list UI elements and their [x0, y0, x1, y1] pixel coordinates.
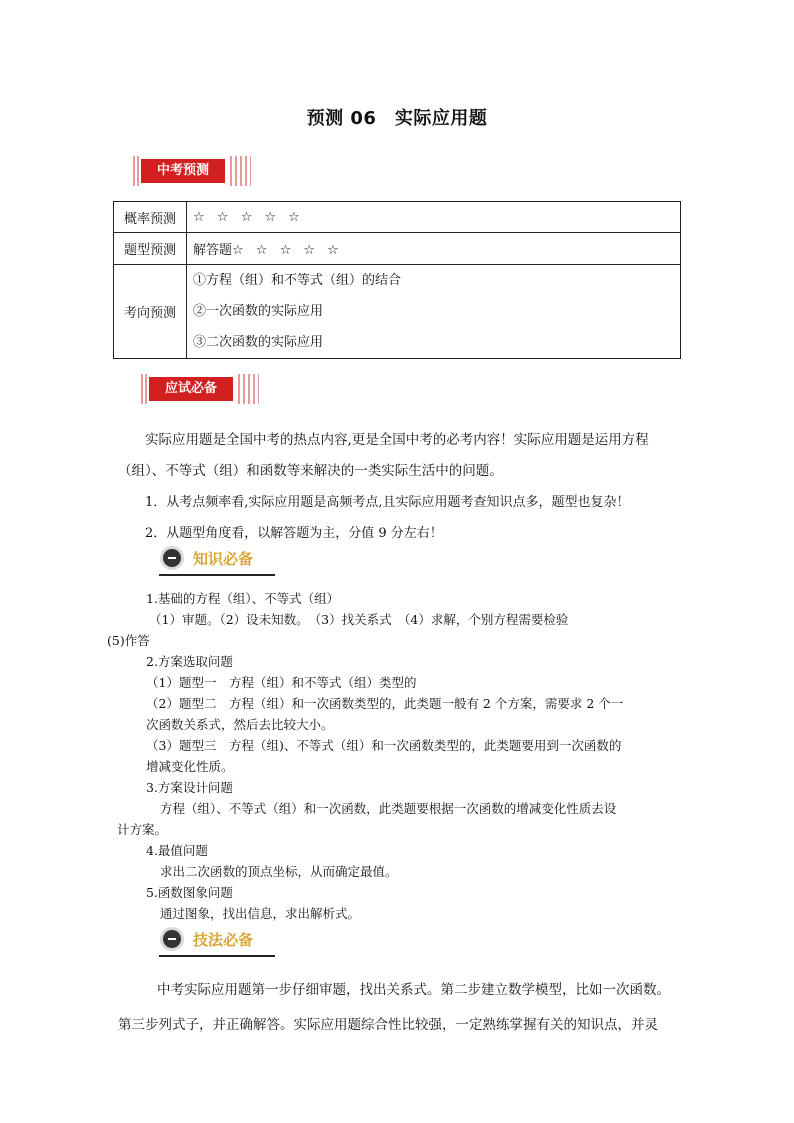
table-row [114, 265, 681, 359]
list-item: 1.基础的方程（组）、不等式（组） [146, 591, 340, 606]
prediction-table [113, 201, 681, 359]
list-item: 方程（组）、不等式（组）和一次函数，此类题要根据一次函数的增减变化性质去设 [160, 801, 617, 816]
intro-paragraph-line: 实际应用题是全国中考的热点内容,更是全国中考的必考内容！实际应用题是运用方程 [145, 432, 649, 448]
intro-paragraph-line: （组）、不等式（组）和函数等来解决的一类实际生活中的问题。 [118, 463, 503, 479]
banner-label: 应试必备 [149, 377, 233, 401]
banner-label: 中考预测 [141, 159, 225, 183]
minus-circle-icon [163, 549, 181, 567]
star-rating: ☆ ☆ ☆ ☆ ☆ [232, 243, 343, 258]
section-underline [159, 955, 275, 957]
banner-yingshi-bibei [141, 374, 259, 404]
banner-zhongkao-yuce [133, 156, 251, 186]
list-item: (5)作答 [107, 633, 150, 648]
intro-point-1: 1．从考点频率看,实际应用题是高频考点,且实际应用题考查知识点多，题型也复杂！ [145, 495, 630, 510]
section-underline [159, 574, 275, 576]
row-label: 概率预测 [114, 202, 187, 233]
type-prefix: 解答题 [193, 243, 233, 258]
row-label: 题型预测 [114, 233, 187, 265]
direction-item: ③二次函数的实际应用 [193, 335, 324, 350]
section-header-method [159, 924, 275, 956]
row-label: 考向预测 [114, 265, 187, 359]
page-title: 预测 06 实际应用题 [306, 108, 488, 129]
minus-circle-icon [163, 930, 181, 948]
list-item: 计方案。 [117, 822, 168, 837]
knowledge-list [107, 588, 683, 924]
banner-stripes-left [133, 156, 141, 186]
list-item: （2）题型二 方程（组）和一次函数类型的，此类题一般有 2 个方案，需要求 2 个一 [146, 696, 624, 711]
section-title: 知识必备 [193, 550, 254, 568]
banner-stripes-right [238, 374, 259, 404]
list-item: （1）题型一 方程（组）和不等式（组）类型的 [146, 675, 417, 690]
list-item: 增减变化性质。 [146, 759, 234, 774]
list-item: 5.函数图象问题 [146, 885, 233, 900]
method-paragraph-line: 中考实际应用题第一步仔细审题，找出关系式。第二步建立数学模型，比如一次函数。 [157, 982, 670, 998]
section-title: 技法必备 [193, 931, 254, 949]
table-row [114, 202, 681, 233]
list-item: 3.方案设计问题 [146, 780, 233, 795]
direction-item: ②一次函数的实际应用 [193, 304, 324, 319]
list-item: （3）题型三 方程（组)、不等式（组）和一次函数类型的，此类题要用到一次函数的 [146, 738, 622, 753]
method-paragraph-line: 第三步列式子，并正确解答。实际应用题综合性比较强，一定熟练掌握有关的知识点，并灵 [118, 1017, 658, 1033]
direction-item: ①方程（组）和不等式（组）的结合 [193, 273, 402, 288]
list-item: （1）审题。（2）设未知数。 （3）找关系式 （4）求解，个别方程需要检验 [149, 612, 569, 627]
list-item: 通过图象，找出信息，求出解析式。 [160, 906, 361, 921]
row-value [187, 265, 681, 359]
table-row [114, 233, 681, 265]
list-item: 求出二次函数的顶点坐标，从而确定最值。 [160, 864, 398, 879]
list-item: 次函数关系式，然后去比较大小。 [146, 717, 334, 732]
section-header-knowledge [159, 543, 275, 575]
banner-stripes-right [230, 156, 251, 186]
star-rating: ☆ ☆ ☆ ☆ ☆ [193, 209, 304, 225]
list-item: 4.最值问题 [146, 843, 208, 858]
banner-stripes-left [141, 374, 149, 404]
row-value [187, 233, 681, 265]
row-value [187, 202, 681, 233]
list-item: 2.方案选取问题 [146, 654, 233, 669]
intro-point-2: 2．从题型角度看，以解答题为主，分值 9 分左右！ [145, 526, 443, 541]
